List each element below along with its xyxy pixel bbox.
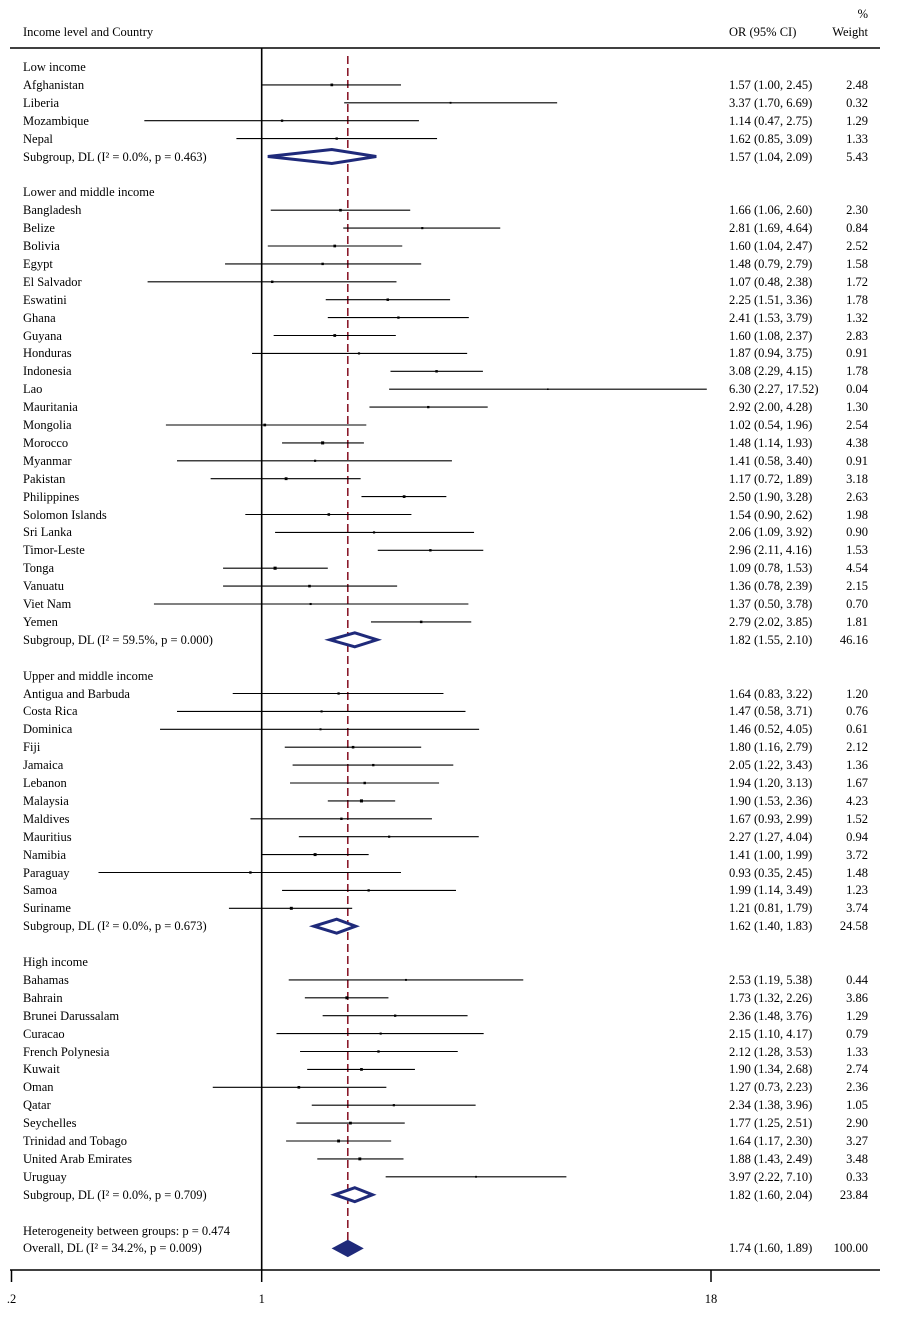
point-estimate — [429, 549, 431, 551]
study-label: Tonga — [23, 561, 55, 576]
study-or-ci: 6.30 (2.27, 17.52) — [729, 382, 819, 397]
study-label: Dominica — [23, 722, 73, 737]
study-or-ci: 1.80 (1.16, 2.79) — [729, 740, 813, 755]
study-weight: 1.05 — [846, 1098, 868, 1113]
study-or-ci: 1.87 (0.94, 3.75) — [729, 346, 813, 361]
point-estimate — [314, 853, 317, 856]
study-or-ci: 2.50 (1.90, 3.28) — [729, 489, 813, 504]
study-weight: 1.23 — [846, 883, 868, 898]
point-estimate — [308, 585, 311, 588]
study-label: Lebanon — [23, 776, 67, 790]
point-estimate — [274, 567, 277, 570]
study-label: Myanmar — [23, 453, 72, 468]
pooled-or-ci: 1.62 (1.40, 1.83) — [729, 919, 813, 934]
study-weight: 2.15 — [846, 579, 868, 594]
study-or-ci: 1.47 (0.58, 3.71) — [729, 704, 813, 719]
study-label: Ghana — [23, 310, 56, 325]
study-label: Trinidad and Tobago — [23, 1134, 127, 1148]
study-label: Brunei Darussalam — [23, 1008, 120, 1023]
study-label: Viet Nam — [23, 597, 72, 611]
study-or-ci: 0.93 (0.35, 2.45) — [729, 865, 813, 880]
study-or-ci: 1.67 (0.93, 2.99) — [729, 811, 813, 826]
study-or-ci: 1.14 (0.47, 2.75) — [729, 113, 813, 128]
study-label: Egypt — [23, 256, 53, 271]
study-label: Mozambique — [23, 113, 89, 128]
point-estimate — [427, 406, 429, 408]
point-estimate — [380, 1033, 382, 1035]
study-or-ci: 1.54 (0.90, 2.62) — [729, 507, 813, 522]
study-label: Belize — [23, 221, 55, 236]
pooled-or-ci: 1.82 (1.60, 2.04) — [729, 1187, 813, 1202]
study-or-ci: 1.62 (0.85, 3.09) — [729, 131, 813, 146]
subgroup-diamond — [268, 150, 376, 164]
point-estimate — [475, 1176, 477, 1178]
study-or-ci: 2.25 (1.51, 3.36) — [729, 292, 813, 307]
study-weight: 1.30 — [846, 400, 868, 415]
study-label: Fiji — [23, 740, 41, 755]
study-label: Bahamas — [23, 972, 69, 987]
study-weight: 2.90 — [846, 1116, 868, 1131]
study-or-ci: 1.07 (0.48, 2.38) — [729, 274, 813, 289]
study-or-ci: 1.36 (0.78, 2.39) — [729, 579, 813, 594]
point-estimate — [333, 245, 336, 248]
study-or-ci: 1.37 (0.50, 3.78) — [729, 597, 813, 611]
study-label: Morocco — [23, 435, 69, 450]
overall-label: Overall, DL (I² = 34.2%, p = 0.009) — [23, 1241, 202, 1256]
study-weight: 3.48 — [846, 1151, 868, 1166]
study-weight: 1.53 — [846, 543, 868, 558]
point-estimate — [387, 298, 389, 300]
study-or-ci: 1.77 (1.25, 2.51) — [729, 1116, 813, 1131]
study-label: Mauritania — [23, 400, 78, 415]
point-estimate — [263, 424, 266, 427]
study-weight: 3.74 — [846, 901, 868, 916]
study-label: United Arab Emirates — [23, 1151, 132, 1166]
study-weight: 0.84 — [846, 221, 868, 236]
point-estimate — [321, 441, 324, 444]
study-weight: 4.54 — [846, 561, 868, 576]
study-label: Philippines — [23, 489, 80, 504]
study-or-ci: 1.48 (1.14, 1.93) — [729, 435, 813, 450]
study-weight: 1.36 — [846, 758, 868, 773]
study-label: Solomon Islands — [23, 507, 107, 522]
study-weight: 1.67 — [846, 776, 868, 790]
subgroup-diamond — [330, 633, 377, 647]
point-estimate — [333, 334, 336, 337]
study-weight: 1.32 — [846, 310, 868, 325]
study-weight: 0.91 — [846, 346, 868, 361]
group-heading: High income — [23, 955, 88, 969]
pooled-weight: 23.84 — [839, 1187, 868, 1202]
point-estimate — [352, 746, 355, 749]
study-or-ci: 1.66 (1.06, 2.60) — [729, 203, 813, 218]
study-or-ci: 1.88 (1.43, 2.49) — [729, 1151, 813, 1166]
study-or-ci: 1.02 (0.54, 1.96) — [729, 418, 813, 432]
point-estimate — [368, 889, 370, 891]
point-estimate — [320, 728, 322, 730]
study-label: Suriname — [23, 901, 71, 916]
study-or-ci: 2.41 (1.53, 3.79) — [729, 310, 813, 325]
subgroup-diamond — [335, 1188, 373, 1202]
overall-diamond — [335, 1241, 361, 1255]
study-label: Antigua and Barbuda — [23, 686, 130, 701]
subgroup-label: Subgroup, DL (I² = 0.0%, p = 0.673) — [23, 919, 207, 934]
x-tick-label: 18 — [704, 1292, 718, 1306]
study-or-ci: 1.57 (1.00, 2.45) — [729, 77, 813, 92]
study-label: Malaysia — [23, 793, 69, 808]
point-estimate — [349, 1122, 352, 1125]
study-or-ci: 2.15 (1.10, 4.17) — [729, 1026, 813, 1041]
point-estimate — [397, 316, 399, 318]
study-label: Vanuatu — [23, 579, 64, 594]
study-label: Paraguay — [23, 865, 70, 880]
header-or-column: OR (95% CI) — [729, 25, 797, 39]
study-label: Bangladesh — [23, 203, 82, 218]
subgroup-label: Subgroup, DL (I² = 0.0%, p = 0.463) — [23, 149, 207, 164]
study-label: Oman — [23, 1080, 54, 1095]
point-estimate — [337, 692, 339, 694]
study-label: Mongolia — [23, 418, 72, 432]
study-label: Indonesia — [23, 364, 72, 379]
study-label: Nepal — [23, 131, 53, 146]
study-or-ci: 1.09 (0.78, 1.53) — [729, 561, 813, 576]
point-estimate — [310, 603, 312, 605]
study-weight: 1.29 — [846, 1008, 868, 1023]
study-label: Bahrain — [23, 990, 63, 1005]
group-heading: Upper and middle income — [23, 668, 154, 683]
point-estimate — [435, 370, 437, 372]
study-weight: 3.18 — [846, 471, 868, 486]
study-or-ci: 2.05 (1.22, 3.43) — [729, 758, 813, 773]
study-or-ci: 1.41 (1.00, 1.99) — [729, 847, 813, 862]
point-estimate — [298, 1086, 301, 1089]
study-weight: 4.38 — [846, 435, 868, 450]
study-weight: 1.20 — [846, 686, 868, 701]
study-weight: 2.74 — [846, 1062, 868, 1077]
pooled-weight: 24.58 — [839, 919, 868, 934]
study-or-ci: 2.12 (1.28, 3.53) — [729, 1044, 813, 1059]
study-weight: 1.98 — [846, 507, 868, 522]
study-or-ci: 1.90 (1.53, 2.36) — [729, 793, 813, 808]
study-or-ci: 1.60 (1.04, 2.47) — [729, 239, 813, 253]
point-estimate — [405, 979, 407, 981]
study-weight: 3.86 — [846, 990, 868, 1005]
header-percent: % — [857, 7, 868, 21]
study-or-ci: 1.90 (1.34, 2.68) — [729, 1062, 813, 1077]
study-weight: 2.54 — [846, 418, 868, 432]
study-label: Honduras — [23, 346, 72, 361]
point-estimate — [393, 1104, 395, 1106]
study-weight: 1.33 — [846, 1044, 868, 1059]
pooled-weight: 46.16 — [839, 632, 868, 647]
study-label: Curacao — [23, 1026, 65, 1041]
point-estimate — [285, 477, 288, 480]
study-weight: 0.94 — [846, 829, 868, 844]
study-weight: 0.90 — [846, 525, 868, 540]
study-or-ci: 1.17 (0.72, 1.89) — [729, 471, 813, 486]
study-label: Pakistan — [23, 471, 66, 486]
point-estimate — [388, 836, 390, 838]
subgroup-label: Subgroup, DL (I² = 0.0%, p = 0.709) — [23, 1187, 207, 1202]
study-or-ci: 1.46 (0.52, 4.05) — [729, 722, 813, 737]
study-or-ci: 1.21 (0.81, 1.79) — [729, 901, 813, 916]
study-weight: 2.63 — [846, 489, 868, 504]
study-weight: 1.33 — [846, 131, 868, 146]
x-tick-label: 1 — [258, 1292, 265, 1306]
study-weight: 0.61 — [846, 722, 868, 737]
study-label: Qatar — [23, 1098, 51, 1113]
study-label: French Polynesia — [23, 1044, 110, 1059]
study-label: Samoa — [23, 883, 58, 898]
study-label: Namibia — [23, 847, 67, 862]
study-weight: 2.36 — [846, 1080, 868, 1095]
point-estimate — [360, 799, 363, 802]
study-weight: 0.76 — [846, 704, 868, 719]
study-weight: 0.79 — [846, 1026, 868, 1041]
study-label: Yemen — [23, 614, 58, 629]
point-estimate — [340, 818, 342, 820]
study-or-ci: 2.81 (1.69, 4.64) — [729, 221, 813, 236]
point-estimate — [358, 352, 360, 354]
point-estimate — [337, 1140, 340, 1143]
point-estimate — [321, 263, 323, 265]
study-label: Bolivia — [23, 239, 60, 253]
point-estimate — [373, 531, 375, 533]
point-estimate — [339, 209, 342, 212]
group-heading: Low income — [23, 60, 86, 74]
study-label: Seychelles — [23, 1116, 77, 1131]
point-estimate — [394, 1015, 396, 1017]
study-or-ci: 2.27 (1.27, 4.04) — [729, 829, 813, 844]
study-label: Timor-Leste — [23, 543, 85, 558]
point-estimate — [377, 1050, 379, 1052]
study-weight: 0.91 — [846, 453, 868, 468]
study-label: Kuwait — [23, 1062, 60, 1077]
study-or-ci: 3.37 (1.70, 6.69) — [729, 95, 813, 110]
pooled-or-ci: 1.82 (1.55, 2.10) — [729, 632, 813, 647]
point-estimate — [328, 513, 331, 516]
study-weight: 1.78 — [846, 364, 868, 379]
study-or-ci: 2.34 (1.38, 3.96) — [729, 1098, 813, 1113]
study-or-ci: 2.53 (1.19, 5.38) — [729, 972, 813, 987]
study-or-ci: 1.60 (1.08, 2.37) — [729, 328, 813, 343]
study-or-ci: 1.48 (0.79, 2.79) — [729, 256, 813, 271]
study-or-ci: 2.06 (1.09, 3.92) — [729, 525, 813, 540]
point-estimate — [360, 1068, 363, 1071]
study-weight: 2.12 — [846, 740, 868, 755]
point-estimate — [249, 871, 251, 873]
study-or-ci: 2.96 (2.11, 4.16) — [729, 543, 812, 558]
point-estimate — [403, 495, 406, 498]
study-or-ci: 1.64 (0.83, 3.22) — [729, 686, 813, 701]
point-estimate — [336, 137, 338, 139]
study-or-ci: 1.73 (1.32, 2.26) — [729, 990, 813, 1005]
header-label-column: Income level and Country — [23, 25, 154, 39]
study-label: Jamaica — [23, 758, 64, 773]
header-weight: Weight — [832, 25, 868, 39]
study-or-ci: 1.99 (1.14, 3.49) — [729, 883, 813, 898]
study-or-ci: 1.27 (0.73, 2.23) — [729, 1080, 813, 1095]
point-estimate — [281, 120, 283, 122]
study-or-ci: 1.64 (1.17, 2.30) — [729, 1134, 813, 1148]
pooled-weight: 5.43 — [846, 149, 868, 164]
study-weight: 3.72 — [846, 847, 868, 862]
point-estimate — [421, 227, 423, 229]
study-weight: 2.52 — [846, 239, 868, 253]
heterogeneity-note: Heterogeneity between groups: p = 0.474 — [23, 1223, 230, 1238]
point-estimate — [271, 281, 273, 283]
study-label: Eswatini — [23, 292, 67, 307]
point-estimate — [314, 460, 316, 462]
subgroup-diamond — [314, 919, 356, 933]
study-weight: 0.33 — [846, 1169, 868, 1184]
study-weight: 1.58 — [846, 256, 868, 271]
study-label: Costa Rica — [23, 704, 78, 719]
study-weight: 1.78 — [846, 292, 868, 307]
point-estimate — [363, 782, 365, 784]
study-label: Maldives — [23, 811, 70, 826]
study-label: Liberia — [23, 95, 60, 110]
pooled-weight: 100.00 — [833, 1241, 868, 1256]
study-weight: 1.48 — [846, 865, 868, 880]
study-or-ci: 2.92 (2.00, 4.28) — [729, 400, 813, 415]
point-estimate — [547, 388, 549, 390]
study-label: Sri Lanka — [23, 525, 72, 540]
study-weight: 2.48 — [846, 77, 868, 92]
study-or-ci: 2.79 (2.02, 3.85) — [729, 614, 813, 629]
study-weight: 1.72 — [846, 274, 868, 289]
group-heading: Lower and middle income — [23, 185, 155, 200]
study-weight: 2.83 — [846, 328, 868, 343]
study-or-ci: 1.41 (0.58, 3.40) — [729, 453, 813, 468]
study-or-ci: 3.08 (2.29, 4.15) — [729, 364, 813, 379]
study-weight: 1.29 — [846, 113, 868, 128]
subgroup-label: Subgroup, DL (I² = 59.5%, p = 0.000) — [23, 632, 213, 647]
point-estimate — [420, 621, 422, 623]
study-weight: 0.70 — [846, 597, 868, 611]
study-label: Lao — [23, 382, 43, 397]
study-weight: 2.30 — [846, 203, 868, 218]
study-or-ci: 1.94 (1.20, 3.13) — [729, 776, 813, 790]
study-label: Uruguay — [23, 1169, 67, 1184]
study-or-ci: 3.97 (2.22, 7.10) — [729, 1169, 813, 1184]
pooled-or-ci: 1.57 (1.04, 2.09) — [729, 149, 813, 164]
study-label: Guyana — [23, 328, 62, 343]
point-estimate — [290, 907, 293, 910]
study-label: Afghanistan — [23, 77, 85, 92]
point-estimate — [330, 84, 333, 87]
point-estimate — [345, 996, 348, 999]
study-weight: 0.32 — [846, 95, 868, 110]
study-or-ci: 2.36 (1.48, 3.76) — [729, 1008, 813, 1023]
point-estimate — [450, 102, 452, 104]
study-weight: 0.44 — [846, 972, 868, 987]
study-weight: 4.23 — [846, 793, 868, 808]
point-estimate — [358, 1157, 361, 1160]
study-label: El Salvador — [23, 274, 82, 289]
study-weight: 1.52 — [846, 811, 868, 826]
point-estimate — [321, 710, 323, 712]
pooled-or-ci: 1.74 (1.60, 1.89) — [729, 1241, 813, 1256]
study-label: Mauritius — [23, 829, 72, 844]
point-estimate — [372, 764, 374, 766]
study-weight: 1.81 — [846, 614, 868, 629]
study-weight: 0.04 — [846, 382, 868, 397]
study-weight: 3.27 — [846, 1134, 868, 1148]
x-tick-label: .2 — [6, 1292, 17, 1306]
